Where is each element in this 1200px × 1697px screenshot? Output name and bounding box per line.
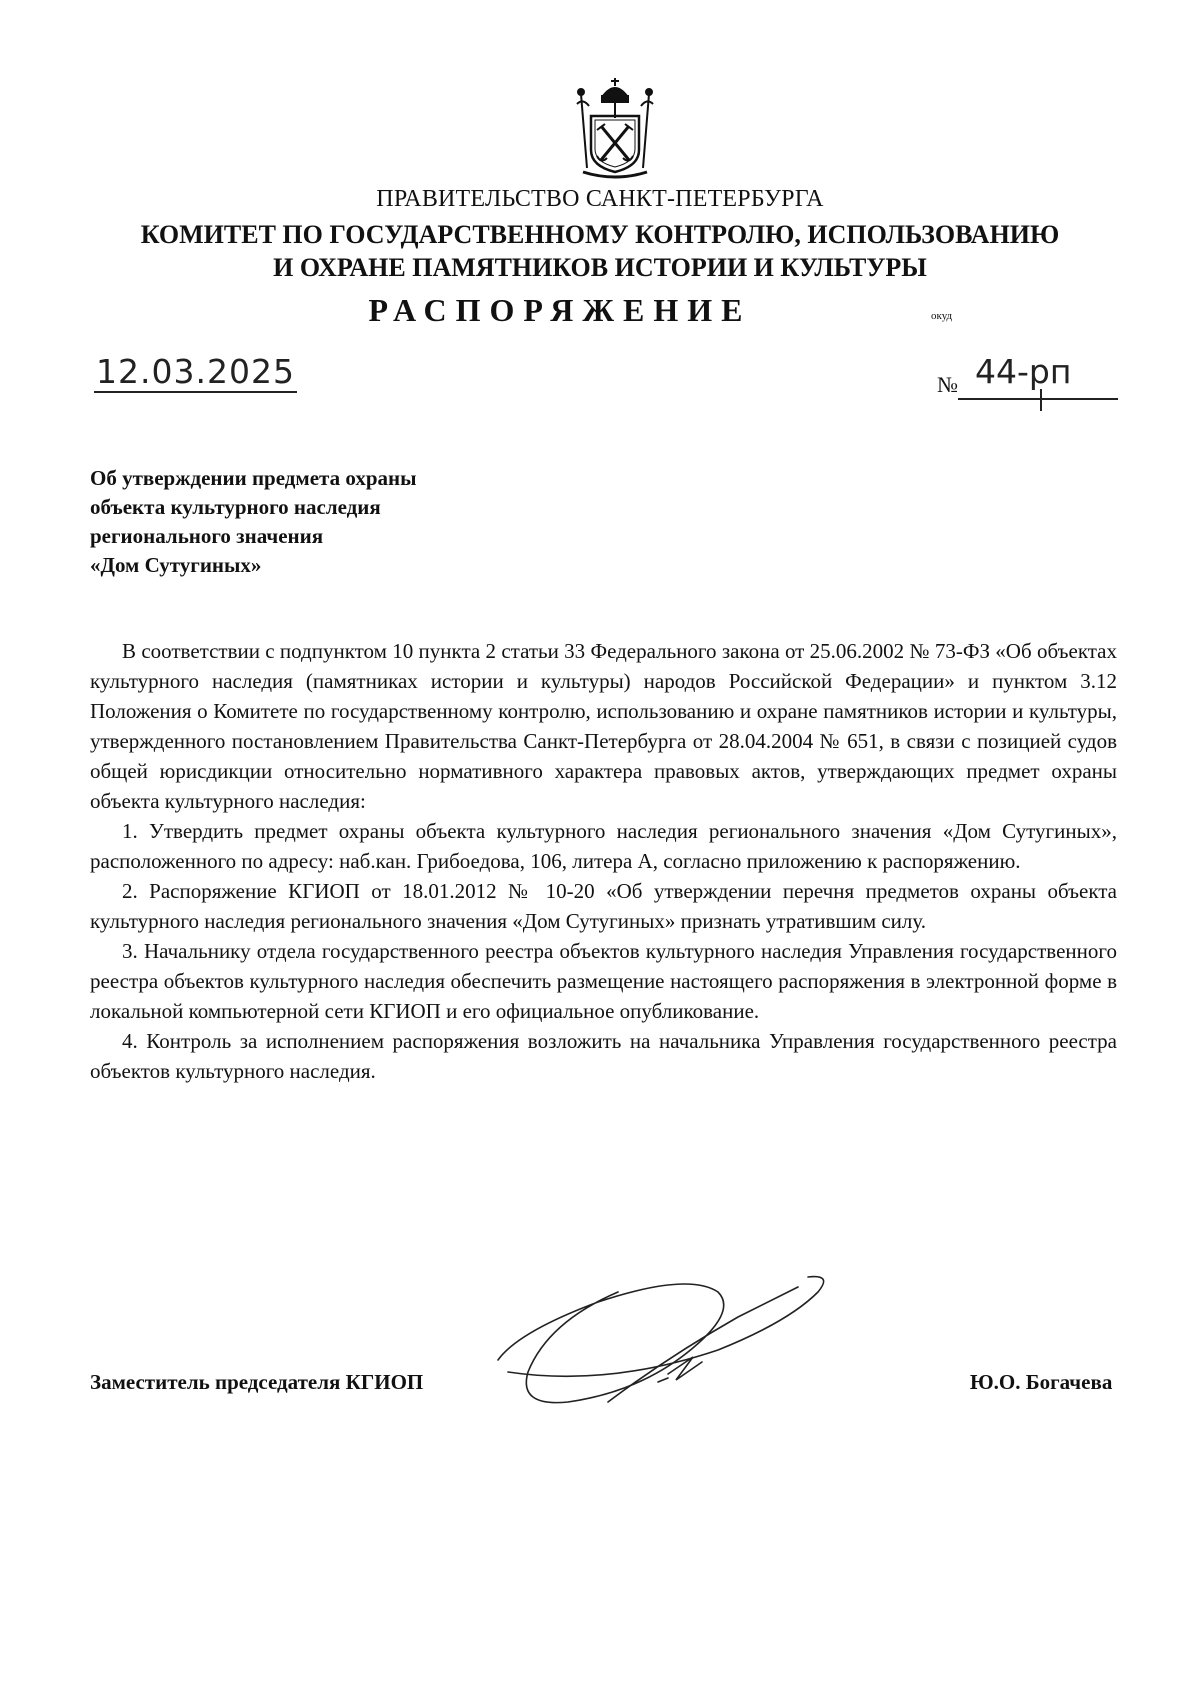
document-date: 12.03.2025 bbox=[96, 352, 295, 391]
preamble-paragraph: В соответствии с подпунктом 10 пункта 2 статьи 33 Федерального закона от 25.06.2002 № 73-ФЗ «Об объектах культурного наследия (памятниках истории и культуры) народов Российской Федерации» и пунктом 3.12 Положения о Комитете по государственному контролю, использованию и охране памятников истории и культуры, утвержденного постановлением Правительства Санкт-Петербурга от 28.04.2004 № 651, в связи с позицией судов общей юрисдикции относительно нормативного характера правовых актов, утверждающих предмет охраны объекта культурного наследия: bbox=[90, 639, 1117, 813]
document-type: РАСПОРЯЖЕНИЕ bbox=[368, 292, 752, 328]
committee-name-line-2: И ОХРАНЕ ПАМЯТНИКОВ ИСТОРИИ И КУЛЬТУРЫ bbox=[273, 253, 927, 282]
handwritten-signature-icon bbox=[488, 1262, 868, 1422]
number-underline bbox=[958, 398, 1118, 400]
clause-1-paragraph: 1. Утвердить предмет охраны объекта культурного наследия регионального значения «Дом Сутугиных», расположенного по адресу: наб.кан. Грибоедова, 106, литера А, согласно приложению к распоряжению. bbox=[90, 819, 1117, 873]
committee-name-line-1: КОМИТЕТ ПО ГОСУДАРСТВЕННОМУ КОНТРОЛЮ, ИСПОЛЬЗОВАНИЮ bbox=[140, 220, 1060, 249]
document-subject bbox=[90, 464, 417, 580]
subject-line: «Дом Сутугиных» bbox=[90, 553, 262, 577]
subject-line: объекта культурного наследия bbox=[90, 495, 381, 519]
government-name: ПРАВИТЕЛЬСТВО САНКТ-ПЕТЕРБУРГА bbox=[376, 186, 824, 212]
document-number: 44-рп bbox=[975, 352, 1072, 391]
number-sign: № bbox=[937, 372, 958, 397]
clause-3-paragraph: 3. Начальнику отдела государственного реестра объектов культурного наследия Управления государственного реестра объектов культурного наследия обеспечить размещение настоящего распоряжения в электронной форме в локальной компьютерной сети КГИОП и его официальное опубликование. bbox=[90, 939, 1117, 1023]
clause-4-paragraph: 4. Контроль за исполнением распоряжения возложить на начальника Управления государственного реестра объектов культурного наследия. bbox=[90, 1029, 1117, 1083]
clause-2-paragraph: 2. Распоряжение КГИОП от 18.01.2012 № 10-20 «Об утверждении перечня предметов охраны объекта культурного наследия регионального значения «Дом Сутугиных» признать утратившим силу. bbox=[90, 879, 1117, 933]
number-underline-tick bbox=[1040, 389, 1042, 411]
signatory-name: Ю.О. Богачева bbox=[970, 1370, 1113, 1394]
signatory-position: Заместитель председателя КГИОП bbox=[90, 1370, 424, 1394]
okud-label: окуд bbox=[931, 310, 953, 322]
subject-line: Об утверждении предмета охраны bbox=[90, 466, 417, 490]
subject-line: регионального значения bbox=[90, 524, 324, 548]
saint-petersburg-coat-of-arms-icon bbox=[575, 76, 655, 180]
document-body bbox=[90, 636, 1117, 1086]
